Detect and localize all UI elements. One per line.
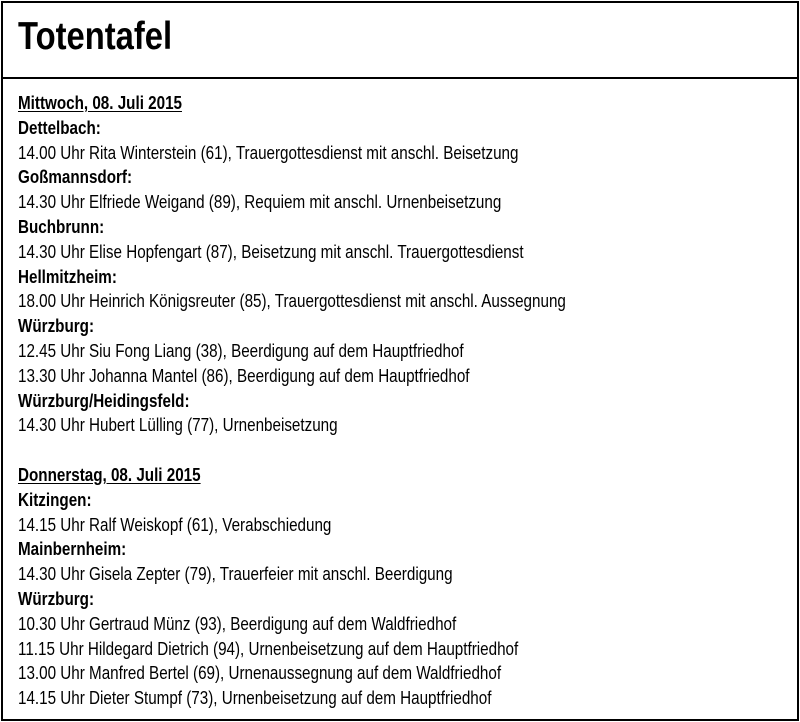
place-heading: Buchbrunn: [18, 216, 105, 237]
place-heading: Würzburg: [18, 316, 95, 337]
obituary-entry: 14.15 Uhr Ralf Weiskopf (61), Verabschiedung [18, 514, 332, 535]
obituary-entry: 18.00 Uhr Heinrich Königsreuter (85), Trauergottesdienst mit anschl. Aussegnung [18, 291, 566, 312]
place-heading: Dettelbach: [18, 117, 101, 138]
obituary-entry: 13.00 Uhr Manfred Bertel (69), Urnenaussegnung auf dem Waldfriedhof [18, 663, 502, 684]
obituary-entry: 10.30 Uhr Gertraud Münz (93), Beerdigung auf dem Waldfriedhof [18, 613, 457, 634]
place-heading: Goßmannsdorf: [18, 167, 133, 188]
obituary-entry: 14.30 Uhr Gisela Zepter (79), Trauerfeier mit anschl. Beerdigung [18, 564, 453, 585]
place-heading: Mainbernheim: [18, 539, 127, 560]
obituary-entry: 14.30 Uhr Elfriede Weigand (89), Requiem mit anschl. Urnenbeisetzung [18, 192, 502, 213]
day-spacer [18, 438, 779, 463]
obituary-entry: 14.15 Uhr Dieter Stumpf (73), Urnenbeisetzung auf dem Hauptfriedhof [18, 688, 492, 709]
place-heading: Würzburg: [18, 588, 95, 609]
day-heading: Donnerstag, 08. Juli 2015 [18, 464, 201, 485]
obituary-entry: 12.45 Uhr Siu Fong Liang (38), Beerdigung auf dem Hauptfriedhof [18, 340, 464, 361]
obituary-entry: 14.30 Uhr Hubert Lülling (77), Urnenbeisetzung [18, 415, 338, 436]
place-heading: Würzburg/Heidingsfeld: [18, 390, 190, 411]
place-heading: Kitzingen: [18, 489, 92, 510]
obituary-entry: 11.15 Uhr Hildegard Dietrich (94), Urnenbeisetzung auf dem Hauptfriedhof [18, 638, 519, 659]
obituary-entry: 14.00 Uhr Rita Winterstein (61), Trauergottesdienst mit anschl. Beisetzung [18, 142, 519, 163]
obituary-entry: 13.30 Uhr Johanna Mantel (86), Beerdigung auf dem Hauptfriedhof [18, 365, 470, 386]
title-divider [3, 77, 797, 79]
obituary-content [18, 91, 779, 711]
day-heading: Mittwoch, 08. Juli 2015 [18, 93, 182, 113]
obituary-entry: 14.30 Uhr Elise Hopfengart (87), Beisetzung mit anschl. Trauergottesdienst [18, 241, 524, 262]
obituary-board [1, 1, 799, 721]
place-heading: Hellmitzheim: [18, 266, 117, 287]
page-title: Totentafel [18, 15, 173, 58]
